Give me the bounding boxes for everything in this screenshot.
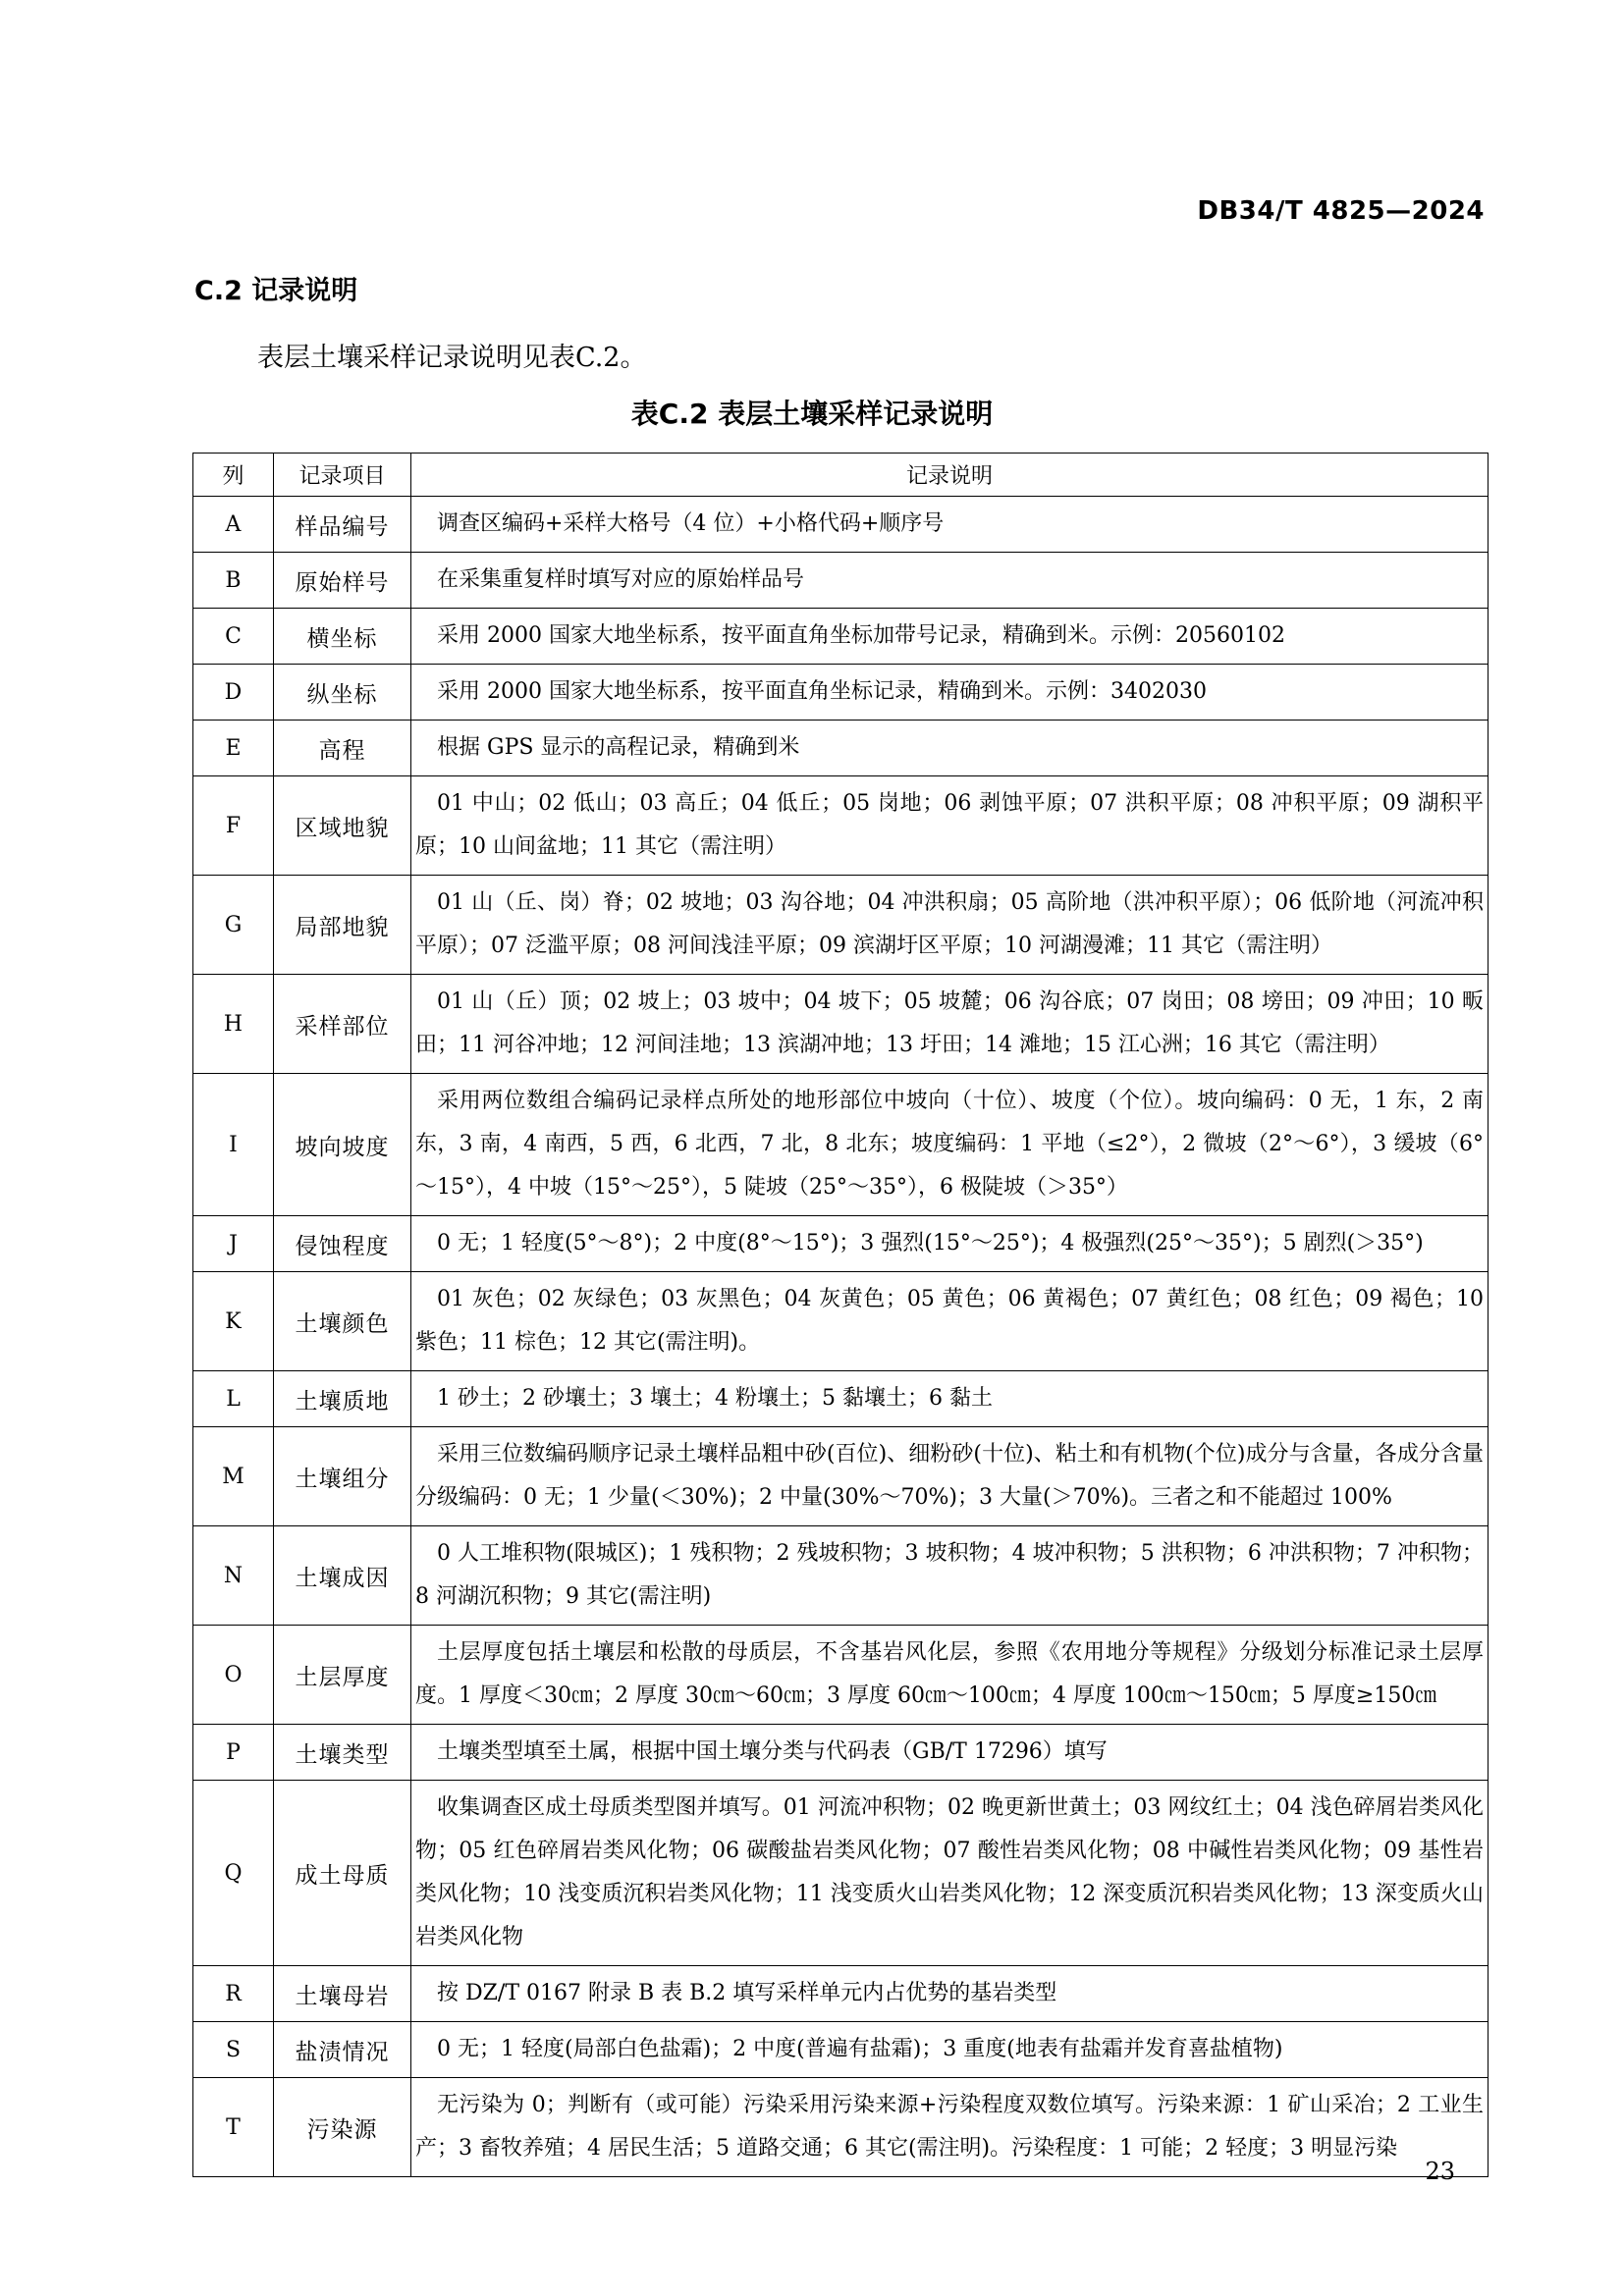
- row-letter: P: [193, 1725, 274, 1781]
- row-letter: K: [193, 1272, 274, 1371]
- row-item: 原始样号: [274, 553, 411, 609]
- row-description: 01 灰色；02 灰绿色；03 灰黑色；04 灰黄色；05 黄色；06 黄褐色；07 黄红色；08 红色；09 褐色；10 紫色；11 棕色；12 其它(需注明)。: [415, 1287, 1484, 1355]
- row-item: 横坐标: [274, 609, 411, 665]
- row-item: 污染源: [274, 2078, 411, 2177]
- row-description-cell: [411, 1966, 1489, 2022]
- row-item: 成土母质: [274, 1781, 411, 1966]
- column-header-letter: 列: [193, 454, 274, 497]
- row-description: 采用 2000 国家大地坐标系，按平面直角坐标加带号记录，精确到米。示例：20560102: [437, 623, 1285, 648]
- row-item: 高程: [274, 721, 411, 776]
- row-description: 采用 2000 国家大地坐标系，按平面直角坐标记录，精确到米。示例：3402030: [437, 679, 1207, 704]
- row-description: 在采集重复样时填写对应的原始样品号: [437, 567, 805, 592]
- row-letter: A: [193, 497, 274, 553]
- row-description-cell: [411, 1371, 1489, 1427]
- row-item: 土壤成因: [274, 1526, 411, 1626]
- row-description-cell: [411, 553, 1489, 609]
- row-description-cell: [411, 1074, 1489, 1216]
- row-letter: I: [193, 1074, 274, 1216]
- table-row: [193, 776, 1489, 876]
- row-item: 土壤组分: [274, 1427, 411, 1526]
- row-letter: D: [193, 665, 274, 721]
- row-description: 01 中山；02 低山；03 高丘；04 低丘；05 岗地；06 剥蚀平原；07 洪积平原；08 冲积平原；09 湖积平原；10 山间盆地；11 其它（需注明）: [415, 791, 1484, 859]
- table-row: [193, 553, 1489, 609]
- row-letter: H: [193, 975, 274, 1074]
- row-description-cell: [411, 497, 1489, 553]
- table-row: [193, 665, 1489, 721]
- row-letter: R: [193, 1966, 274, 2022]
- row-item: 土壤质地: [274, 1371, 411, 1427]
- row-item: 侵蚀程度: [274, 1216, 411, 1272]
- table-header-row: [193, 454, 1489, 497]
- row-item: 样品编号: [274, 497, 411, 553]
- row-letter: S: [193, 2022, 274, 2078]
- table-row: [193, 1725, 1489, 1781]
- row-description: 采用三位数编码顺序记录土壤样品粗中砂(百位)、细粉砂(十位)、粘土和有机物(个位)成分与含量，各成分含量分级编码：0 无；1 少量(＜30%)；2 中量(30%～70%)；3 大量(＞70%)。三者之和不能超过 100%: [415, 1442, 1484, 1510]
- row-description: 1 砂土；2 砂壤土；3 壤土；4 粉壤土；5 黏壤土；6 黏土: [437, 1386, 993, 1411]
- table-row: [193, 1526, 1489, 1626]
- table-row: [193, 1626, 1489, 1725]
- row-item: 局部地貌: [274, 876, 411, 975]
- row-description-cell: [411, 1725, 1489, 1781]
- row-description-cell: [411, 721, 1489, 776]
- row-letter: C: [193, 609, 274, 665]
- row-letter: F: [193, 776, 274, 876]
- table-row: [193, 1966, 1489, 2022]
- row-item: 区域地貌: [274, 776, 411, 876]
- table-row: [193, 1781, 1489, 1966]
- table-row: [193, 975, 1489, 1074]
- table-row: [193, 2022, 1489, 2078]
- row-item: 坡向坡度: [274, 1074, 411, 1216]
- row-letter: E: [193, 721, 274, 776]
- row-description-cell: [411, 876, 1489, 975]
- table-row: [193, 1272, 1489, 1371]
- row-description-cell: [411, 1626, 1489, 1725]
- row-letter: T: [193, 2078, 274, 2177]
- row-item: 土层厚度: [274, 1626, 411, 1725]
- row-letter: Q: [193, 1781, 274, 1966]
- row-description: 收集调查区成土母质类型图并填写。01 河流冲积物；02 晚更新世黄土；03 网纹红土；04 浅色碎屑岩类风化物；05 红色碎屑岩类风化物；06 碳酸盐岩类风化物；07 酸性岩类风化物；08 中碱性岩类风化物；09 基性岩类风化物；10 浅变质沉积岩类风化物；11 浅变质火山岩类风化物；12 深变质沉积岩类风化物；13 深变质火山岩类风化物: [415, 1795, 1484, 1949]
- intro-paragraph: 表层土壤采样记录说明见表C.2。: [257, 343, 647, 373]
- row-description-cell: [411, 665, 1489, 721]
- row-description-cell: [411, 1526, 1489, 1626]
- table-row: [193, 2078, 1489, 2177]
- row-letter: N: [193, 1526, 274, 1626]
- column-header-item: 记录项目: [274, 454, 411, 497]
- table-row: [193, 1074, 1489, 1216]
- row-description-cell: [411, 1216, 1489, 1272]
- row-description-cell: [411, 975, 1489, 1074]
- table-body: [193, 497, 1489, 2177]
- column-header-description: 记录说明: [411, 454, 1489, 497]
- row-description: 土层厚度包括土壤层和松散的母质层，不含基岩风化层，参照《农用地分等规程》分级划分标准记录土层厚度。1 厚度＜30㎝；2 厚度 30㎝～60㎝；3 厚度 60㎝～100㎝；4 厚度 100㎝～150㎝；5 厚度≥150㎝: [415, 1640, 1484, 1708]
- row-letter: B: [193, 553, 274, 609]
- row-description: 0 无；1 轻度(5°～8°)；2 中度(8°～15°)；3 强烈(15°～25°)；4 极强烈(25°～35°)；5 剧烈(＞35°): [437, 1231, 1424, 1255]
- row-description-cell: [411, 609, 1489, 665]
- row-item: 盐渍情况: [274, 2022, 411, 2078]
- row-letter: M: [193, 1427, 274, 1526]
- row-description-cell: [411, 1427, 1489, 1526]
- table-row: [193, 1371, 1489, 1427]
- table-row: [193, 1216, 1489, 1272]
- row-letter: O: [193, 1626, 274, 1725]
- row-description: 采用两位数组合编码记录样点所处的地形部位中坡向（十位）、坡度（个位）。坡向编码：0 无，1 东，2 南东，3 南，4 南西，5 西，6 北西，7 北，8 北东；坡度编码：1 平地（≤2°），2 微坡（2°～6°），3 缓坡（6°～15°），4 中坡（15°～25°），5 陡坡（25°～35°），6 极陡坡（＞35°）: [415, 1089, 1484, 1200]
- row-item: 土壤颜色: [274, 1272, 411, 1371]
- row-letter: L: [193, 1371, 274, 1427]
- row-letter: J: [193, 1216, 274, 1272]
- row-description-cell: [411, 1272, 1489, 1371]
- document-code: DB34/T 4825—2024: [1197, 196, 1485, 226]
- table-row: [193, 1427, 1489, 1526]
- row-item: 土壤类型: [274, 1725, 411, 1781]
- section-heading: C.2 记录说明: [194, 276, 358, 306]
- row-letter: G: [193, 876, 274, 975]
- row-item: 采样部位: [274, 975, 411, 1074]
- row-description: 土壤类型填至土属，根据中国土壤分类与代码表（GB/T 17296）填写: [437, 1739, 1108, 1764]
- table-row: [193, 497, 1489, 553]
- row-item: 土壤母岩: [274, 1966, 411, 2022]
- page-number: 23: [1425, 2158, 1455, 2185]
- row-description-cell: [411, 1781, 1489, 1966]
- row-description: 0 无；1 轻度(局部白色盐霜)；2 中度(普遍有盐霜)；3 重度(地表有盐霜并发育喜盐植物): [437, 2037, 1283, 2061]
- row-description: 01 山（丘）顶；02 坡上；03 坡中；04 坡下；05 坡麓；06 沟谷底；07 岗田；08 塝田；09 冲田；10 畈田；11 河谷冲地；12 河间洼地；13 滨湖冲地；13 圩田；14 滩地；15 江心洲；16 其它（需注明）: [415, 989, 1484, 1057]
- table-row: [193, 876, 1489, 975]
- row-description-cell: [411, 2022, 1489, 2078]
- table-row: [193, 721, 1489, 776]
- row-description-cell: [411, 776, 1489, 876]
- record-table: [192, 453, 1489, 2177]
- row-description: 0 人工堆积物(限城区)；1 残积物；2 残坡积物；3 坡积物；4 坡冲积物；5 洪积物；6 冲洪积物；7 冲积物；8 河湖沉积物；9 其它(需注明): [415, 1541, 1484, 1609]
- row-description: 按 DZ/T 0167 附录 B 表 B.2 填写采样单元内占优势的基岩类型: [437, 1981, 1057, 2005]
- row-description: 无污染为 0；判断有（或可能）污染采用污染来源+污染程度双数位填写。污染来源：1 矿山采冶；2 工业生产；3 畜牧养殖；4 居民生活；5 道路交通；6 其它(需注明)。污染程度：1 可能；2 轻度；3 明显污染: [415, 2093, 1484, 2161]
- row-description-cell: [411, 2078, 1489, 2177]
- row-description: 01 山（丘、岗）脊；02 坡地；03 沟谷地；04 冲洪积扇；05 高阶地（洪冲积平原）；06 低阶地（河流冲积平原）；07 泛滥平原；08 河间浅洼平原；09 滨湖圩区平原；10 河湖漫滩；11 其它（需注明）: [415, 890, 1484, 958]
- table-row: [193, 609, 1489, 665]
- row-description: 调查区编码+采样大格号（4 位）+小格代码+顺序号: [437, 511, 945, 536]
- row-description: 根据 GPS 显示的高程记录，精确到米: [437, 735, 800, 760]
- table-caption: 表C.2 表层土壤采样记录说明: [630, 398, 994, 430]
- row-item: 纵坐标: [274, 665, 411, 721]
